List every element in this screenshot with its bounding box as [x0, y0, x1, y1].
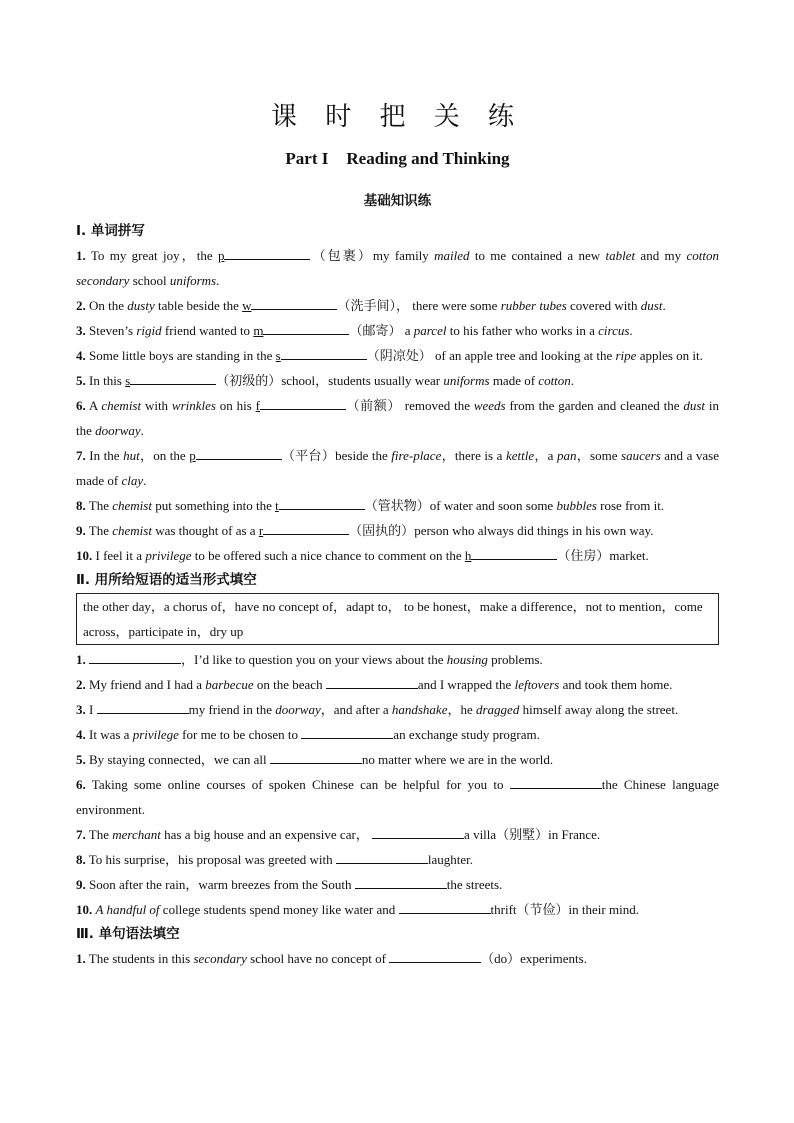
chinese-hint: （包裹）	[310, 248, 373, 263]
initial-letter: s	[275, 348, 281, 363]
chinese-hint: （阴凉处）	[366, 348, 432, 363]
question-number: 1.	[76, 652, 86, 667]
answer-blank[interactable]	[281, 345, 367, 360]
chinese-hint: （前额）	[346, 398, 401, 413]
question-number: 4.	[76, 348, 86, 363]
question-number: 8.	[76, 498, 86, 513]
phrase-question-1: 1. ，I’d like to question you on your views about the housing problems.	[76, 647, 719, 672]
spelling-question-6: 6. A chemist with wrinkles on his f （前额） removed the weeds from the garden and cleaned the dust in the doorway.	[76, 393, 719, 443]
question-number: 7.	[76, 827, 86, 842]
initial-letter: t	[275, 498, 279, 513]
phrase-question-4: 4. It was a privilege for me to be chosen to an exchange study program.	[76, 722, 719, 747]
initial-letter: h	[464, 548, 472, 563]
answer-blank[interactable]	[471, 545, 557, 560]
spelling-question-10: 10. I feel it a privilege to be offered such a nice chance to comment on the h （住房）market.	[76, 543, 719, 568]
question-number: 3.	[76, 323, 86, 338]
answer-blank[interactable]	[224, 245, 310, 260]
question-number: 6.	[76, 777, 86, 792]
question-number: 1.	[76, 248, 86, 263]
chinese-hint: （住房）	[557, 548, 610, 563]
answer-blank[interactable]	[510, 774, 602, 789]
initial-letter: w	[242, 298, 252, 313]
phrase-question-6: 6. Taking some online courses of spoken Chinese can be helpful for you to the Chinese language environment.	[76, 772, 719, 822]
spelling-question-7: 7. In the hut，on the p （平台）beside the fire-place，there is a kettle，a pan，some saucers and a vase made of clay.	[76, 443, 719, 493]
question-number: 10.	[76, 548, 93, 563]
spelling-question-1: 1. To my great joy，the p （包裹）my family mailed to me contained a new tablet and my cotton secondary school uniforms.	[76, 243, 719, 293]
answer-blank[interactable]	[336, 849, 428, 864]
grammar-question-1: 1. The students in this secondary school have no concept of （do）experiments.	[76, 946, 719, 971]
initial-letter: p	[217, 248, 225, 263]
phrase-question-9: 9. Soon after the rain，warm breezes from the South the streets.	[76, 872, 719, 897]
spelling-question-4: 4. Some little boys are standing in the s （阴凉处） of an apple tree and looking at the ripe apples on it.	[76, 343, 719, 368]
answer-blank[interactable]	[326, 674, 418, 689]
answer-blank[interactable]	[196, 445, 282, 460]
page-title: 课 时 把 关 练	[270, 102, 525, 132]
spelling-question-3: 3. Steven’s rigid friend wanted to m （邮寄） a parcel to his father who works in a circus.	[76, 318, 719, 343]
answer-blank[interactable]	[263, 520, 349, 535]
answer-blank[interactable]	[260, 395, 346, 410]
section-heading-grammar: Ⅲ. 单句语法填空	[76, 926, 180, 942]
question-number: 9.	[76, 877, 86, 892]
chinese-hint: （固执的）	[349, 523, 415, 538]
question-number: 5.	[76, 373, 86, 388]
answer-blank[interactable]	[355, 874, 447, 889]
answer-blank[interactable]	[372, 824, 464, 839]
question-number: 9.	[76, 523, 86, 538]
chinese-hint: （管状物）	[364, 498, 430, 513]
spelling-question-9: 9. The chemist was thought of as a r （固执的）person who always did things in his own way.	[76, 518, 719, 543]
answer-blank[interactable]	[251, 295, 337, 310]
question-number: 5.	[76, 752, 86, 767]
phrase-question-5: 5. By staying connected，we can all no matter where we are in the world.	[76, 747, 719, 772]
question-number: 2.	[76, 298, 86, 313]
phrase-box: the other day，a chorus of，have no concept of，adapt to， to be honest，make a difference，not to mention，come across，participate in，dry up	[76, 593, 719, 645]
answer-blank[interactable]	[97, 699, 189, 714]
answer-blank[interactable]	[89, 649, 181, 664]
question-number: 1.	[76, 951, 86, 966]
question-number: 4.	[76, 727, 86, 742]
part-heading	[76, 149, 719, 169]
initial-letter: s	[125, 373, 131, 388]
initial-letter: p	[189, 448, 196, 463]
answer-blank[interactable]	[279, 495, 365, 510]
worksheet-content	[76, 96, 719, 971]
phrase-question-7: 7. The merchant has a big house and an expensive car， a villa（别墅）in France.	[76, 822, 719, 847]
spelling-question-2: 2. On the dusty table beside the w （洗手间）， there were some rubber tubes covered with dust.	[76, 293, 719, 318]
question-number: 10.	[76, 902, 93, 917]
phrase-question-2: 2. My friend and I had a barbecue on the beach and I wrapped the leftovers and took them home.	[76, 672, 719, 697]
section-heading-phrases: Ⅱ. 用所给短语的适当形式填空	[76, 572, 257, 588]
section-subtitle: 基础知识练	[363, 193, 432, 209]
phrase-question-10: 10. A handful of college students spend money like water and thrift（节俭）in their mind.	[76, 897, 719, 922]
question-number: 7.	[76, 448, 86, 463]
question-number: 6.	[76, 398, 86, 413]
answer-blank[interactable]	[130, 370, 216, 385]
question-number: 8.	[76, 852, 86, 867]
phrase-question-8: 8. To his surprise，his proposal was greeted with laughter.	[76, 847, 719, 872]
part-label: Part I	[285, 149, 329, 168]
section-heading-spelling: Ⅰ. 单词拼写	[76, 223, 145, 239]
answer-blank[interactable]	[389, 948, 481, 963]
chinese-hint: （邮寄）	[349, 323, 402, 338]
chinese-hint: （初级的）	[216, 373, 282, 388]
phrase-question-3: 3. I my friend in the doorway，and after a handshake，he dragged himself away along the street.	[76, 697, 719, 722]
question-number: 3.	[76, 702, 86, 717]
chinese-hint: （洗手间），	[337, 298, 409, 313]
question-number: 2.	[76, 677, 86, 692]
answer-blank[interactable]	[263, 320, 349, 335]
spelling-question-8: 8. The chemist put something into the t （管状物）of water and soon some bubbles rose from it.	[76, 493, 719, 518]
chinese-hint: （平台）	[281, 448, 336, 463]
initial-letter: m	[253, 323, 264, 338]
spelling-question-5: 5. In this s （初级的）school，students usually wear uniforms made of cotton.	[76, 368, 719, 393]
answer-blank[interactable]	[301, 724, 393, 739]
answer-blank[interactable]	[270, 749, 362, 764]
initial-letter: f	[255, 398, 260, 413]
initial-letter: r	[258, 523, 264, 538]
part-title: Reading and Thinking	[346, 149, 510, 168]
answer-blank[interactable]	[399, 899, 491, 914]
